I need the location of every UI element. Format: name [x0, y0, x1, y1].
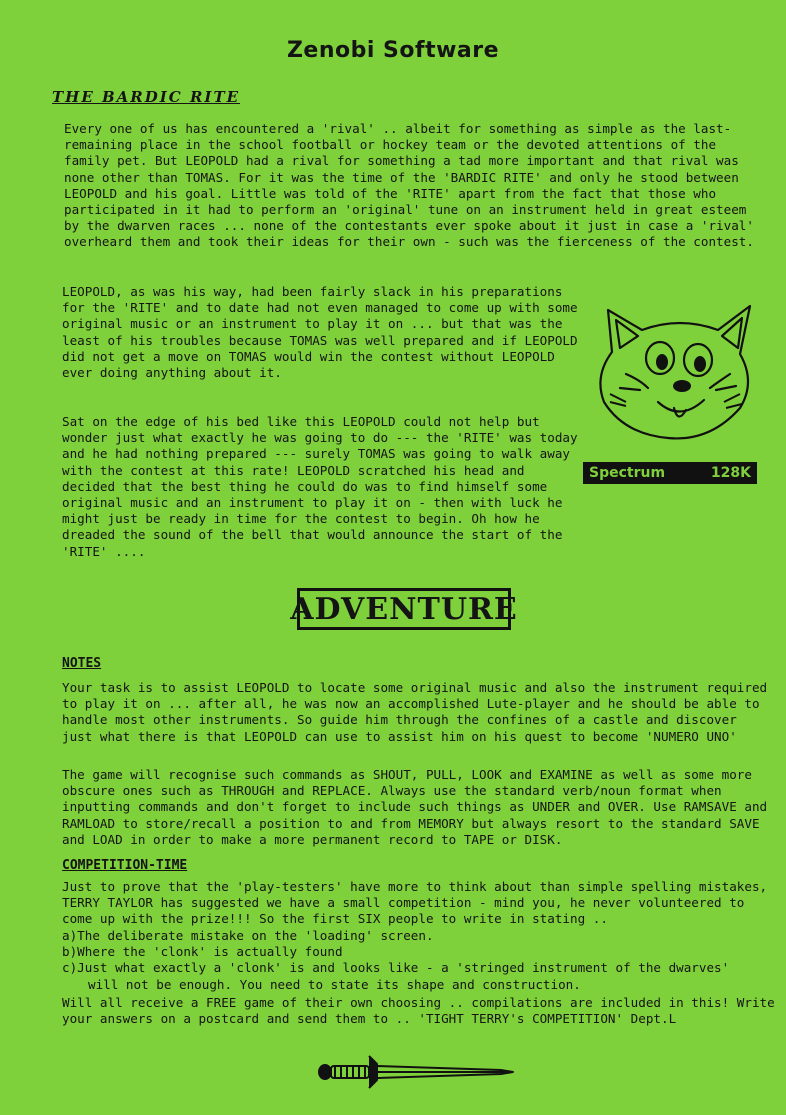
notes-paragraph-2: The game will recognise such commands as SHOUT, PULL, LOOK and EXAMINE as well as some more obscure ones such as THROUGH and REPLACE. Always use the standard verb/noun format when inputting commands and don't forget to include such things as UNDER and OVER. Use RAMSAVE and RAMLOAD to store/recall a position to and from MEMORY but always resort to the standard SAVE and LOAD in order to make a more permanent record to TAPE or DISK.	[62, 767, 768, 847]
list-item: a)The deliberate mistake on the 'loading' screen.	[62, 928, 434, 943]
cat-face-icon	[590, 290, 770, 450]
sword-icon	[315, 1050, 515, 1092]
game-title: THE BARDIC RITE	[52, 88, 241, 106]
notes-paragraph-1: Your task is to assist LEOPOLD to locate some original music and also the instrument required to play it on ... after all, he was now an accomplished Lute-player and he should be able to handle most other instruments. So guide him through the confines of a castle and discover just what there is that LEOPOLD can use to assist him on his quest to become 'NUMERO UNO'	[62, 680, 768, 744]
list-item: b)Where the 'clonk' is actually found	[62, 944, 343, 960]
competition-list	[62, 928, 778, 993]
competition-intro: Just to prove that the 'play-testers' have more to think about than simple spelling mistakes, TERRY TAYLOR has suggested we have a small competition - mind you, he never volunteered to come up with the prize!!! So the first SIX people to write in stating ..	[62, 879, 768, 927]
platform-label: Spectrum	[589, 465, 666, 481]
competition-heading: COMPETITION-TIME	[62, 858, 188, 873]
story-paragraph-2: Sat on the edge of his bed like this LEOPOLD could not help but wonder just what exactly he was going to do --- the 'RITE' was today and he had nothing prepared --- surely TOMAS was going to walk away with the contest at this rate! LEOPOLD scratched his head and decided that the best thing he could do was to find himself some original music and an instrument to play it on - then with luck he might just be ready in time for the contest to begin. Oh how he dreaded the sound of the bell that would announce the start of the 'RITE' ....	[62, 414, 578, 559]
notes-heading: NOTES	[62, 656, 102, 671]
story-paragraph-1: LEOPOLD, as was his way, had been fairly slack in his preparations for the 'RITE' and to date had not even managed to come up with some original music or an instrument to play it on ... but that was the least of his troubles because TOMAS was well prepared and if LEOPOLD did not get a move on TOMAS would win the contest without LEOPOLD ever doing anything about it.	[62, 284, 578, 381]
publisher-title: Zenobi Software	[286, 38, 500, 63]
list-item: will not be enough. You need to state its shape and construction.	[88, 976, 581, 992]
competition-closing: Will all receive a FREE game of their own choosing .. compilations are included in this! Write your answers on a postcard and send them to .. 'TIGHT TERRY's COMPETITION' Dept.L	[62, 995, 775, 1027]
platform-badge	[583, 462, 757, 484]
list-item: c)Just what exactly a 'clonk' is and looks like - a 'stringed instrument of the dwarves'	[62, 960, 730, 976]
adventure-logo: ADVENTURE	[297, 588, 511, 630]
intro-paragraph: Every one of us has encountered a 'rival' .. albeit for something as simple as the last-remaining place in the school football or hockey team or the devoted attentions of the family pet. But LEOPOLD had a rival for something a tad more important and that rival was none other than TOMAS. For it was the time of the 'BARDIC RITE' and only he stood between LEOPOLD and his goal. Little was told of the 'RITE' apart from the fact that those who participated in it had to perform an 'original' tune on an instrument held in great esteem by the dwarven races ... none of the contestants ever spoke about it just in case a 'rival' overheard them and took their ideas for their own - such was the fierceness of the contest.	[64, 121, 754, 250]
memory-label: 128K	[710, 465, 751, 481]
